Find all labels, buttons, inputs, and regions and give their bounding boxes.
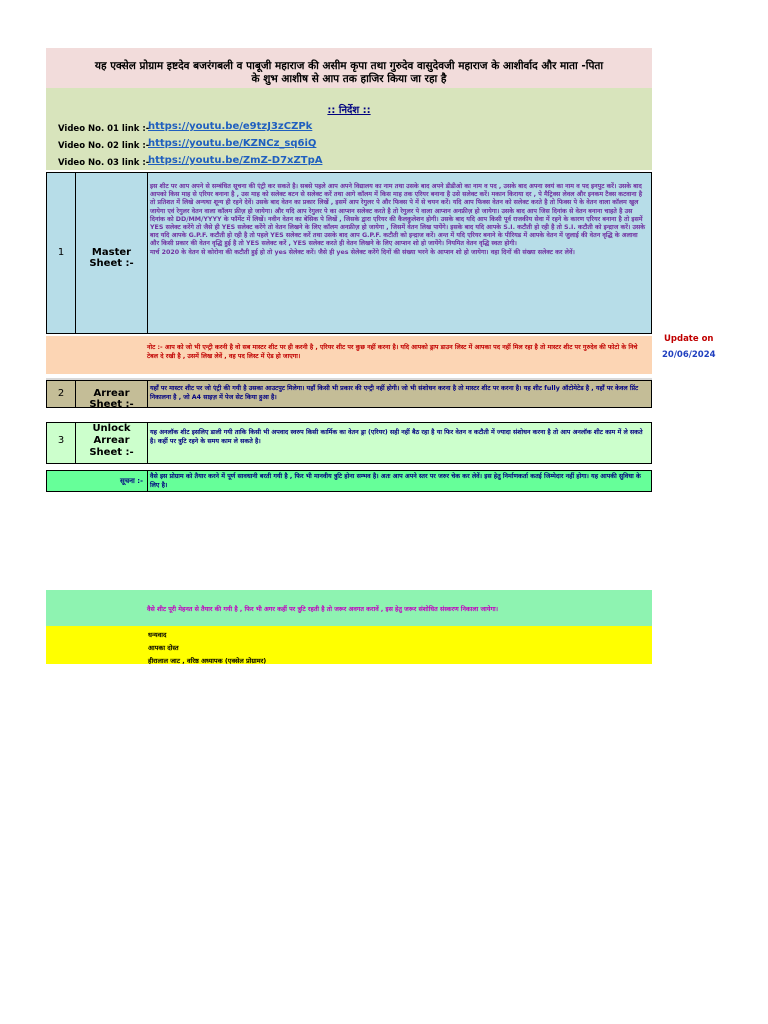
master-row-number: 1 xyxy=(46,172,76,334)
thanks-line-3: हीरालाल जाट , वरिष्ठ अध्यापक (एक्सेल प्रोग्रामर) xyxy=(148,657,267,665)
video-2-label: Video No. 02 link :- xyxy=(58,141,150,151)
header-banner xyxy=(46,48,652,88)
update-label: Update on xyxy=(664,334,714,344)
unlock-row-number: 3 xyxy=(46,422,76,464)
thanks-line-1: धन्यवाद xyxy=(148,631,167,639)
video-1-label: Video No. 01 link :- xyxy=(58,124,150,134)
master-sheet-label: Master Sheet :- xyxy=(75,172,148,334)
update-date: 20/06/2024 xyxy=(662,350,716,360)
instructions-title: :: निर्देश :: xyxy=(327,105,371,116)
suchna-label: सूचना :- xyxy=(46,470,148,492)
arrear-sheet-description: यहाँ पर मास्टर शीट पर जो एंट्री की गयी है उसका आउटपुट मिलेगा। यहाँ किसी भी प्रकार की एन्ट्री नहीं होगी। जो भी संशोधन करना है तो मास्टर शीट पर करना है। यह शीट fully ऑटोमेटेड है , यहाँ पर केवल प्रिंट निकालना है , जो A4 साइज़ में पेज सेट किया हुआ है। xyxy=(147,380,652,408)
arrear-sheet-label: Arrear Sheet :- xyxy=(75,380,148,408)
thanks-section xyxy=(46,626,652,664)
master-desc-corona: मार्च 2020 के वेतन से कोरोना की कटौती हुई हो तो yes सेलेक्ट करें। जैसे ही yes सेलेक्ट करेंगे दिनों की संख्या भरने के आप्शन शो हो जायेगा। वहा दिनों की संख्या सलेक्ट कर लेवें। xyxy=(150,248,575,256)
arrear-row-number: 2 xyxy=(46,380,76,408)
header-line-1: यह एक्सेल प्रोग्राम इष्टदेव बजरंगबली व पाबूजी महाराज की असीम कृपा तथा गुरुदेव वासुदेवजी महाराज के आशीर्वाद और माता -पिता xyxy=(94,60,604,72)
video-1-link[interactable]: https://youtu.be/e9tzJ3zCZPk xyxy=(148,121,313,132)
master-desc-main: इस शीट पर आप अपने से सम्बंधित सूचना की एंट्री कर सकते है। सबसे पहले आप अपने विद्यालय का नाम तथा उसके बाद अपने डीडीओ का नाम व पद , उसके बाद अपना स्वयं का नाम व पद इनपुट करें। उसके बाद आपको किस माह से एरियर बनाना है , उस माह को सलेक्ट बटन से सलेक्ट करें तथा आगे कॉलम में किस माह तक एरियर बनाना है उसे सलेक्ट करें। मकान किराया दर , पे मैट्रिक्स लेवल और इनकम टैक्स कटवाना है तो प्रतिशत में लिखे अन्यथा शून्य ही रहने देवें। उसके बाद वेतन का प्रकार लिखें , इसमें आप रेगुलर पे और फिक्स पे में से चयन करें। यदि आप फिक्स वेतन को सलेक्ट करते है तो फिक्स पे के वेतन वाला कॉलम खुल जायेगा एवं रेगुलर वेतन वाला कॉलम फ्रीज़ हो जायेगा। और यदि आप रेगुलर पे का आप्शन सलेक्ट करते है तो रेगुलर पे वाला आप्शन अनफ्रीज़ हो जायेगा। उसके बाद आप जिस दिनांक से वेतन बनाना चाहते है उस दिनांक को DD/MM/YYYY के फॉर्मेट में लिखें। नवीन वेतन का बेसिक पे लिखें , जिसके द्वारा एरियर की कैलकुलेशन होगी। उसके बाद यदि आप किसी पूर्व राजकीय सेवा में रहने के कारण एरियर बनाना है तो इसमें YES सलेक्ट करेंगे तो जैसे ही YES सलेक्ट करेंगे तो वेतन लिखने के लिए कॉलम अनफ्रीज़ हो जायेगा , जिसमें वेतन लिख पायेंगे। इसके बाद यदि आपके S.I. कटौती हो रही है तो S.I. कटौती को इन्द्राज करें। उसके बाद यदि आपके G.P.F. कटौती हो रही है तो पहले YES सलेक्ट करें तथा उसके बाद आप G.P.F. कटौती को इन्द्राज करें। अन्त में यदि एरियर बनाने के पीरियड में आपके वेतन में जुलाई की वेतन वृद्धि के अलावा और किसी प्रकार की वेतन वृद्धि हुई है तो YES सलेक्ट करें , YES सलेक्ट करते ही वेतन लिखने के लिए आप्शन शो हो जायेंगे। नियमित वेतन वृद्धि स्वतः होगी। xyxy=(150,183,646,248)
header-line-2: के शुभ आशीष से आप तक हाजिर किया जा रहा है xyxy=(251,73,447,85)
video-3-label: Video No. 03 link :- xyxy=(58,158,150,168)
note-box: नोट :- आप को जो भी एन्ट्री करनी है वो सब मास्टर शीट पर ही करनी है , एरियर शीट पर कुछ नहीं करना है। यदि आपको ड्राप डाउन लिस्ट में आपका पद नहीं मिल रहा है तो मास्टर शीट पर गुरुदेव की फोटो के निचे टेबल दे रखी है , उसमें लिख लेवें , वह पद लिस्ट में ऐड हो जाएगा। xyxy=(46,336,652,374)
master-sheet-description xyxy=(147,172,652,334)
thanks-line-2: आपका दोस्त xyxy=(148,644,179,652)
video-2-link[interactable]: https://youtu.be/KZNCz_sq6iQ xyxy=(148,138,317,149)
unlock-sheet-label: Unlock Arrear Sheet :- xyxy=(75,422,148,464)
suchna-description: वैसे इस प्रोग्राम को तैयार करने में पूर्ण सावधानी बरती गयी है , फिर भी मानवीय त्रुटि होना सम्भव है। अतः आप अपने स्तर पर जरुर चेक कर लेवें। इस हेतु निर्माणकर्ता कतई जिम्मेदार नहीं होगा। यह आपकी सुविधा के लिए है। xyxy=(147,470,652,492)
video-3-link[interactable]: https://youtu.be/ZmZ-D7xZTpA xyxy=(148,155,323,166)
feedback-note: वैसे शीट पूरी मेहनत से तैयार की गयी है , फिर भी अगर कहीं पर त्रुटि रहती है तो जरूर अवगत करावें , इस हेतु जरूर संशोधित संस्करण निकाला जायेगा। xyxy=(147,606,499,613)
unlock-sheet-description: यह अनलॉक शीट इसलिए डाली गयी ताकि किसी भी अपवाद स्वरुप किसी कार्मिक का वेतन ड्रा (एरियर) सही नहीं बैठ रहा है या फिर वेतन व कटौती में ज्यादा संशोधन करना है तो आप अनलॉक शीट काम में ले सकते है। कहीं पर त्रुटि रहने के समय काम ले सकते है। xyxy=(147,422,652,464)
